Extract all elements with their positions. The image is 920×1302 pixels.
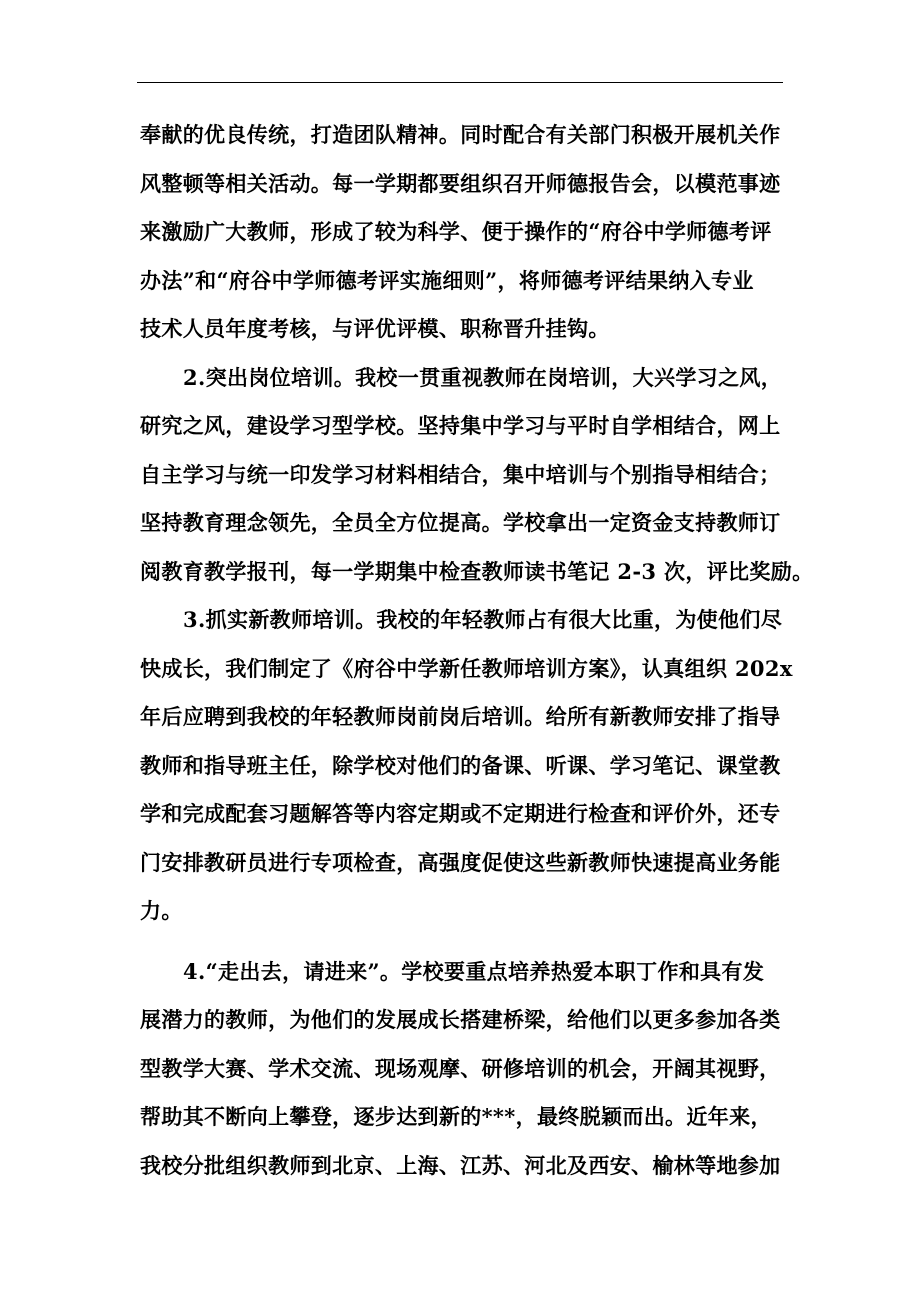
paragraph-gap bbox=[140, 936, 785, 948]
paragraph-3-heading-line: 3.抓实新教师培训。我校的年轻教师占有很大比重，为使他们尽 bbox=[183, 607, 783, 632]
text-line: 坚持教育理念领先，全员全方位提高。学校拿出一定资金支持教师订 bbox=[140, 510, 781, 535]
text-line: 快成长，我们制定了《府谷中学新任教师培训方案》，认真组织 202x bbox=[140, 655, 793, 681]
text-line: 展潜力的教师，为他们的发展成长搭建桥梁，给他们以更多参加各类 bbox=[140, 1007, 781, 1032]
text-line: 风整顿等相关活动。每一学期都要组织召开师德报告会，以模范事迹 bbox=[140, 170, 781, 196]
text-line: 自主学习与统一印发学习材料相结合，集中培训与个别指导相结合； bbox=[140, 461, 781, 487]
text-line: 来激励广大教师，形成了较为科学、便于操作的“府谷中学师德考评 bbox=[140, 219, 772, 244]
text-line: 型教学大赛、学术交流、现场观摩、研修培训的机会，开阔其视野， bbox=[140, 1055, 781, 1081]
text-line: 办法”和“府谷中学师德考评实施细则”，将师德考评结果纳入专业 bbox=[140, 267, 754, 293]
text-line: 年后应聘到我校的年轻教师岗前岗后培训。给所有新教师安排了指导 bbox=[140, 704, 781, 729]
text-line: 学和完成配套习题解答等内容定期或不定期进行检查和评价外，还专 bbox=[140, 801, 781, 826]
text-line: 门安排教研员进行专项检查，高强度促使这些新教师快速提高业务能 bbox=[140, 849, 781, 875]
body-text bbox=[140, 111, 814, 1190]
text-line: 我校分批组织教师到北京、上海、江苏、河北及西安、榆林等地参加 bbox=[140, 1152, 781, 1178]
text-line: 奉献的优良传统，打造团队精神。同时配合有关部门积极开展机关作 bbox=[140, 122, 781, 147]
header-rule bbox=[137, 82, 783, 83]
text-line: 力。 bbox=[140, 898, 183, 923]
text-line: 阅教育教学报刊，每一学期集中检查教师读书笔记 2-3 次，评比奖励。 bbox=[140, 558, 814, 584]
paragraph-4-heading-line: 4.“走出去，请进来”。学校要重点培养热爱本职丁作和具有发 bbox=[183, 958, 765, 984]
paragraph-2-heading-line: 2.突出岗位培训。我校一贯重视教师在岗培训，大兴学习之风， bbox=[183, 364, 783, 390]
text-line: 帮助其不断向上攀登，逐步达到新的***，最终脱颖而出。近年来， bbox=[140, 1104, 772, 1129]
text-line: 技术人员年度考核，与评优评模、职称晋升挂钩。 bbox=[140, 316, 610, 341]
text-line: 研究之风，建设学习型学校。坚持集中学习与平时自学相结合，网上 bbox=[140, 413, 781, 438]
text-line: 教师和指导班主任，除学校对他们的备课、听课、学习笔记、课堂教 bbox=[140, 752, 781, 778]
